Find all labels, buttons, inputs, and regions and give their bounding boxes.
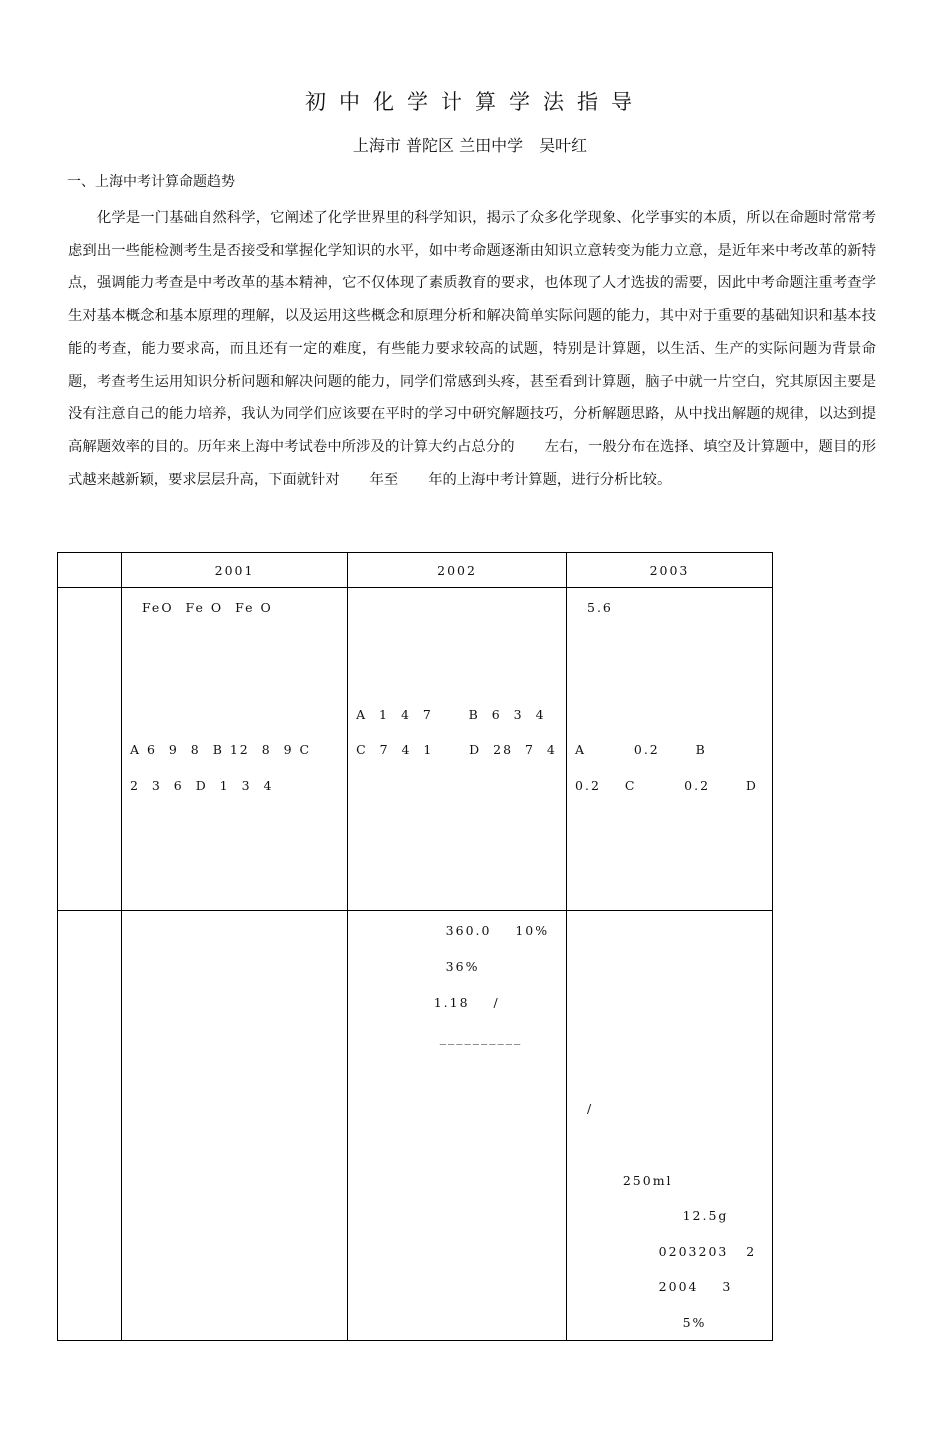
paragraph-text-c: 年至: [369, 471, 399, 488]
body-paragraph: [68, 202, 876, 496]
exam-comparison-table: [57, 552, 773, 1341]
page-title: 初中化学计算学法指导: [305, 90, 645, 114]
header-cell-empty: [58, 553, 122, 588]
cell-2001-row2: [122, 911, 348, 1341]
row-label: [58, 911, 122, 1341]
paragraph-text: 化学是一门基础自然科学，它阐述了化学世界里的科学知识，揭示了众多化学现象、化学事实的本质，所以在命题时常常考虑到出一些能检测考生是否接受和掌握化学知识的水平，如中考命题逐渐由知识立意转变为能力立意，是近年来中考改革的新特点，强调能力考查是中考改革的基本精神，它不仅体现了素质教育的要求，也体现了人才选拔的需要，因此中考命题注重考查学生对基本概念和基本原理的理解，以及运用这些概念和原理分析和解决简单实际问题的能力，其中对于重要的基础知识和基本技能的考查，能力要求高，而且还有一定的难度，有些能力要求较高的试题，特别是计算题，以生活、生产的实际问题为背景命题，考查考生运用知识分析问题和解决问题的能力，同学们常感到头疼，甚至看到计算题，脑子中就一片空白，究其原因主要是没有注意自己的能力培养，我认为同学们应该要在平时的学习中研究解题技巧，分析解题思路，从中找出解题的规律，以达到提高解题效率的目的。历年来上海中考试卷中所涉及的计算大约占总分的: [68, 210, 876, 455]
cell-2003-row2: / 250ml 12.5g 0203203 2 2004 3 5%: [567, 911, 773, 1341]
header-cell-2001: 2001: [122, 553, 348, 588]
header-cell-2003: 2003: [567, 553, 773, 588]
paragraph-text-b: 左右，一般分布在选择、填空及计算题中，题目的形式越来越新颖，要求层层升高，下面就针对: [68, 438, 877, 488]
table-row: [58, 588, 773, 911]
cell-2002-row2: 360.0 10% 36% 1.18 / __________: [348, 911, 567, 1341]
paragraph-text-d: 年的上海中考计算题，进行分析比较。: [428, 471, 672, 488]
cell-2002-row1: A 1 4 7 B 6 3 4 C 7 4 1 D 28 7 4: [348, 588, 567, 911]
cell-2003-row1: 5.6 A 0.2 B 0.2 C 0.2 D: [567, 588, 773, 911]
section-heading: 一、上海中考计算命题趋势: [67, 174, 235, 190]
header-cell-2002: 2002: [348, 553, 567, 588]
table-header-row: [58, 553, 773, 588]
row-label: [58, 588, 122, 911]
table-row: [58, 911, 773, 1341]
cell-2001-row1: FeO Fe O Fe O A 6 9 8 B 12 8 9 C 2 3 6 D 1 3 4: [122, 588, 348, 911]
author-line: 上海市 普陀区 兰田中学 吴叶红: [352, 136, 588, 155]
